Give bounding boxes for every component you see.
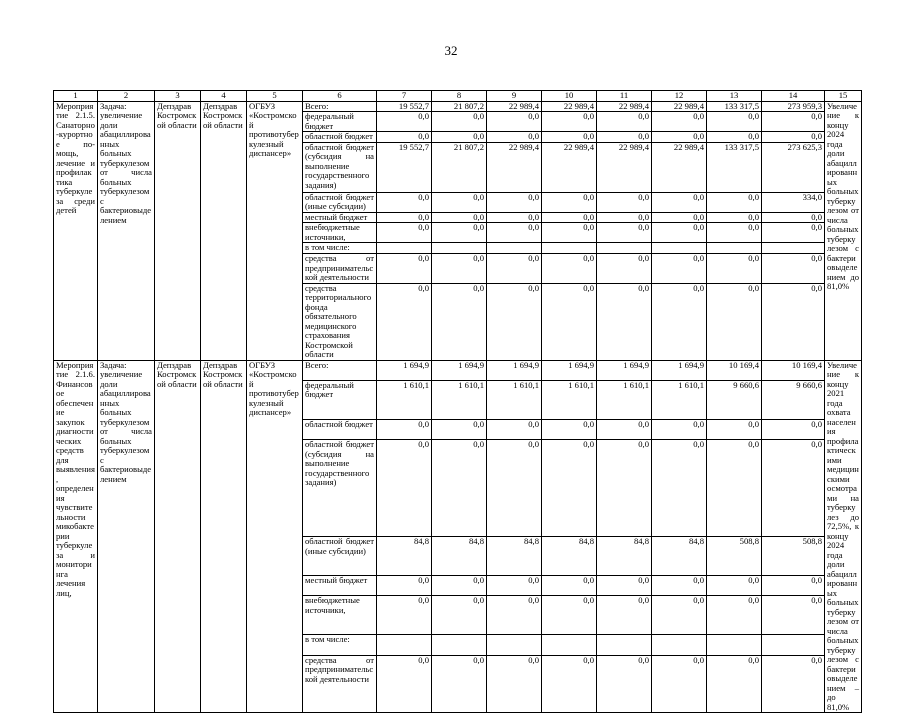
source-label: внебюджетные источники, <box>303 596 377 635</box>
amount-cell: 273 625,3 <box>762 142 825 192</box>
amount-cell: 508,8 <box>762 537 825 576</box>
amount-cell: 0,0 <box>707 655 762 712</box>
amount-cell: 0,0 <box>652 192 707 212</box>
task-cell: Задача: увеличение доли абациллированных больных туберкулезом от числа больных туберкулезом с бактериовыделением <box>98 101 155 360</box>
page-number: 32 <box>444 43 458 58</box>
amount-cell: 0,0 <box>432 192 487 212</box>
amount-cell <box>707 243 762 254</box>
amount-cell: 0,0 <box>707 419 762 439</box>
amount-cell: 0,0 <box>652 655 707 712</box>
amount-cell <box>652 243 707 254</box>
amount-cell: 0,0 <box>432 223 487 243</box>
amount-cell: 84,8 <box>542 537 597 576</box>
column-number: 10 <box>542 91 597 102</box>
amount-cell: 0,0 <box>377 112 432 132</box>
column-number: 8 <box>432 91 487 102</box>
amount-cell: 0,0 <box>762 223 825 243</box>
amount-cell: 0,0 <box>377 132 432 143</box>
amount-cell: 0,0 <box>597 192 652 212</box>
amount-cell <box>432 243 487 254</box>
amount-cell: 0,0 <box>432 254 487 284</box>
amount-cell: 0,0 <box>542 596 597 635</box>
amount-cell: 0,0 <box>597 283 652 360</box>
amount-cell: 84,8 <box>432 537 487 576</box>
amount-cell: 0,0 <box>542 655 597 712</box>
amount-cell: 9 660,6 <box>762 380 825 419</box>
amount-cell <box>487 243 542 254</box>
amount-cell: 0,0 <box>762 576 825 596</box>
amount-cell: 0,0 <box>762 283 825 360</box>
amount-cell: 1 694,9 <box>487 360 542 380</box>
amount-cell: 0,0 <box>487 596 542 635</box>
source-label: областной бюджет (иные субсидии) <box>303 537 377 576</box>
amount-cell: 0,0 <box>652 223 707 243</box>
amount-cell: 0,0 <box>377 254 432 284</box>
amount-cell: 0,0 <box>432 132 487 143</box>
amount-cell <box>707 635 762 655</box>
amount-cell: 0,0 <box>652 419 707 439</box>
amount-cell: 0,0 <box>597 254 652 284</box>
amount-cell: 22 989,4 <box>652 101 707 112</box>
amount-cell: 0,0 <box>487 132 542 143</box>
executor-cell: Депздрав Костромской области <box>201 360 247 713</box>
amount-cell: 0,0 <box>377 655 432 712</box>
amount-cell: 0,0 <box>762 112 825 132</box>
column-number: 6 <box>303 91 377 102</box>
amount-cell: 1 610,1 <box>487 380 542 419</box>
amount-cell: 0,0 <box>487 112 542 132</box>
task-cell: Задача: увеличение доли абациллированных больных туберкулезом от числа больных туберкулезом с бактериовыделением <box>98 360 155 713</box>
amount-cell: 0,0 <box>487 254 542 284</box>
amount-cell: 1 694,9 <box>377 360 432 380</box>
source-label: местный бюджет <box>303 212 377 223</box>
amount-cell: 0,0 <box>707 283 762 360</box>
amount-cell: 0,0 <box>707 596 762 635</box>
column-number: 3 <box>155 91 201 102</box>
amount-cell: 22 989,4 <box>542 142 597 192</box>
amount-cell <box>377 243 432 254</box>
amount-cell: 9 660,6 <box>707 380 762 419</box>
source-label: в том числе: <box>303 243 377 254</box>
amount-cell: 84,8 <box>597 537 652 576</box>
amount-cell: 0,0 <box>707 212 762 223</box>
amount-cell: 0,0 <box>762 655 825 712</box>
amount-cell: 0,0 <box>487 283 542 360</box>
amount-cell: 0,0 <box>707 223 762 243</box>
amount-cell: 0,0 <box>377 283 432 360</box>
amount-cell: 0,0 <box>652 132 707 143</box>
column-number: 14 <box>762 91 825 102</box>
amount-cell: 508,8 <box>707 537 762 576</box>
amount-cell: 0,0 <box>432 440 487 537</box>
source-label: в том числе: <box>303 635 377 655</box>
source-label: средства территориального фонда обязательного медицинского страхования Костромской области <box>303 283 377 360</box>
amount-cell: 10 169,4 <box>762 360 825 380</box>
coordinator-cell: Депздрав Костромской области <box>155 360 201 713</box>
participant-cell: ОГБУЗ «Костромской противотуберкулезный диспансер» <box>247 101 303 360</box>
amount-cell: 0,0 <box>487 192 542 212</box>
executor-cell: Депздрав Костромской области <box>201 101 247 360</box>
amount-cell: 0,0 <box>597 212 652 223</box>
amount-cell: 0,0 <box>652 576 707 596</box>
amount-cell <box>487 635 542 655</box>
amount-cell: 0,0 <box>487 212 542 223</box>
amount-cell: 0,0 <box>432 655 487 712</box>
amount-cell: 0,0 <box>762 440 825 537</box>
amount-cell <box>762 635 825 655</box>
source-label: областной бюджет (иные субсидии) <box>303 192 377 212</box>
expected-result-cell: Увеличение к концу 2024 года доли абациллированных больных туберкулезом от числа больных туберкулезом с бактериовыделением до 81,0% <box>825 101 862 360</box>
amount-cell: 0,0 <box>487 223 542 243</box>
column-number: 9 <box>487 91 542 102</box>
source-label: средства от предпринимательской деятельности <box>303 655 377 712</box>
amount-cell: 334,0 <box>762 192 825 212</box>
amount-cell: 0,0 <box>652 112 707 132</box>
column-number: 7 <box>377 91 432 102</box>
amount-cell: 22 989,4 <box>542 101 597 112</box>
amount-cell: 0,0 <box>487 419 542 439</box>
column-number: 4 <box>201 91 247 102</box>
source-label: федеральный бюджет <box>303 112 377 132</box>
amount-cell: 0,0 <box>542 192 597 212</box>
program-table-sheet <box>53 90 861 713</box>
amount-cell: 0,0 <box>542 576 597 596</box>
amount-cell <box>597 243 652 254</box>
amount-cell: 22 989,4 <box>597 101 652 112</box>
column-number: 15 <box>825 91 862 102</box>
amount-cell: 0,0 <box>707 192 762 212</box>
amount-cell: 19 552,7 <box>377 101 432 112</box>
source-label: областной бюджет <box>303 419 377 439</box>
amount-cell: 0,0 <box>542 419 597 439</box>
amount-cell: 0,0 <box>377 192 432 212</box>
amount-cell: 1 694,9 <box>597 360 652 380</box>
funding-row <box>54 101 862 112</box>
amount-cell: 1 610,1 <box>597 380 652 419</box>
amount-cell: 0,0 <box>432 112 487 132</box>
source-label: внебюджетные источники, <box>303 223 377 243</box>
amount-cell: 0,0 <box>652 596 707 635</box>
source-label: местный бюджет <box>303 576 377 596</box>
amount-cell: 0,0 <box>597 655 652 712</box>
amount-cell: 0,0 <box>707 112 762 132</box>
amount-cell: 0,0 <box>432 576 487 596</box>
measure-cell: Мероприятие 2.1.5. Санаторно-курортное по-мощь, лечение и профилактика туберкулеза среди детей <box>54 101 98 360</box>
amount-cell: 0,0 <box>542 132 597 143</box>
amount-cell: 0,0 <box>377 440 432 537</box>
amount-cell: 0,0 <box>542 223 597 243</box>
amount-cell: 0,0 <box>762 419 825 439</box>
amount-cell: 0,0 <box>652 440 707 537</box>
measure-cell: Мероприятие 2.1.6. Финансовое обеспечение закупок диагностических средств для выявления, определения чувствительности микобактерии туберкулеза и мониторинга лечения лиц, <box>54 360 98 713</box>
amount-cell: 0,0 <box>597 596 652 635</box>
amount-cell: 1 694,9 <box>542 360 597 380</box>
amount-cell: 1 694,9 <box>652 360 707 380</box>
amount-cell: 0,0 <box>432 419 487 439</box>
amount-cell: 19 552,7 <box>377 142 432 192</box>
amount-cell: 0,0 <box>597 419 652 439</box>
amount-cell <box>762 243 825 254</box>
amount-cell: 84,8 <box>487 537 542 576</box>
amount-cell: 0,0 <box>377 223 432 243</box>
amount-cell: 0,0 <box>597 440 652 537</box>
amount-cell: 0,0 <box>542 440 597 537</box>
source-label: Всего: <box>303 360 377 380</box>
amount-cell: 84,8 <box>652 537 707 576</box>
expected-result-cell: Увеличение к концу 2021 года охвата населения профилактическими медицинскими осмотрами на туберкулез до 72,5%, к концу 2024 года доли абациллированных больных туберкулезом от числа больных туберкулезом с бактериовыделением – до 81,0% <box>825 360 862 713</box>
amount-cell: 1 610,1 <box>377 380 432 419</box>
source-label: областной бюджет <box>303 132 377 143</box>
column-number: 11 <box>597 91 652 102</box>
amount-cell: 0,0 <box>597 132 652 143</box>
amount-cell: 10 169,4 <box>707 360 762 380</box>
amount-cell: 22 989,4 <box>597 142 652 192</box>
amount-cell: 0,0 <box>487 576 542 596</box>
amount-cell: 1 610,1 <box>542 380 597 419</box>
amount-cell: 0,0 <box>377 212 432 223</box>
amount-cell <box>377 635 432 655</box>
amount-cell: 0,0 <box>377 596 432 635</box>
amount-cell: 22 989,4 <box>487 142 542 192</box>
amount-cell: 0,0 <box>542 212 597 223</box>
coordinator-cell: Депздрав Костромской области <box>155 101 201 360</box>
amount-cell: 84,8 <box>377 537 432 576</box>
amount-cell: 0,0 <box>377 419 432 439</box>
amount-cell: 0,0 <box>597 223 652 243</box>
column-number: 2 <box>98 91 155 102</box>
amount-cell: 1 610,1 <box>432 380 487 419</box>
column-number: 12 <box>652 91 707 102</box>
amount-cell: 0,0 <box>432 283 487 360</box>
amount-cell: 0,0 <box>542 283 597 360</box>
amount-cell: 0,0 <box>762 212 825 223</box>
amount-cell: 0,0 <box>762 596 825 635</box>
amount-cell <box>542 243 597 254</box>
amount-cell: 0,0 <box>542 112 597 132</box>
amount-cell: 0,0 <box>707 132 762 143</box>
column-number: 13 <box>707 91 762 102</box>
amount-cell: 21 807,2 <box>432 101 487 112</box>
amount-cell <box>542 635 597 655</box>
funding-row <box>54 360 862 380</box>
amount-cell: 0,0 <box>597 576 652 596</box>
amount-cell: 0,0 <box>652 254 707 284</box>
amount-cell: 0,0 <box>707 576 762 596</box>
amount-cell: 0,0 <box>707 440 762 537</box>
amount-cell: 1 610,1 <box>652 380 707 419</box>
column-number-row <box>54 91 862 102</box>
column-number: 1 <box>54 91 98 102</box>
amount-cell: 0,0 <box>652 212 707 223</box>
amount-cell: 0,0 <box>377 576 432 596</box>
participant-cell: ОГБУЗ «Костромской противотуберкулезный диспансер» <box>247 360 303 713</box>
source-label: федеральный бюджет <box>303 380 377 419</box>
amount-cell: 133 317,5 <box>707 142 762 192</box>
amount-cell: 22 989,4 <box>652 142 707 192</box>
amount-cell: 0,0 <box>707 254 762 284</box>
amount-cell <box>597 635 652 655</box>
source-label: Всего: <box>303 101 377 112</box>
table-body <box>54 101 862 713</box>
amount-cell: 0,0 <box>762 132 825 143</box>
source-label: средства от предпринимательской деятельности <box>303 254 377 284</box>
amount-cell: 1 694,9 <box>432 360 487 380</box>
amount-cell: 0,0 <box>762 254 825 284</box>
amount-cell: 0,0 <box>652 283 707 360</box>
amount-cell <box>432 635 487 655</box>
amount-cell <box>652 635 707 655</box>
amount-cell: 22 989,4 <box>487 101 542 112</box>
amount-cell: 0,0 <box>597 112 652 132</box>
amount-cell: 133 317,5 <box>707 101 762 112</box>
amount-cell: 273 959,3 <box>762 101 825 112</box>
source-label: областной бюджет (субсидия на выполнение государственного задания) <box>303 440 377 537</box>
source-label: областной бюджет (субсидия на выполнение государственного задания) <box>303 142 377 192</box>
amount-cell: 0,0 <box>487 655 542 712</box>
column-number: 5 <box>247 91 303 102</box>
amount-cell: 0,0 <box>487 440 542 537</box>
amount-cell: 0,0 <box>432 212 487 223</box>
program-table <box>53 90 862 713</box>
amount-cell: 0,0 <box>542 254 597 284</box>
amount-cell: 21 807,2 <box>432 142 487 192</box>
amount-cell: 0,0 <box>432 596 487 635</box>
